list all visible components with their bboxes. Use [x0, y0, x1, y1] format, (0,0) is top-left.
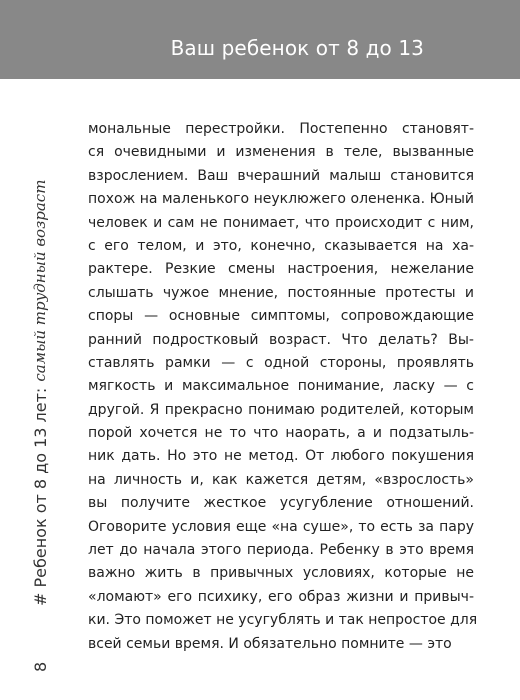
- text-line: на личность и, как кажется детям, «взрослость»: [88, 471, 474, 488]
- vertical-running-head: [28, 32, 52, 672]
- text-line: лет до начала этого периода. Ребенку в это время: [88, 542, 474, 559]
- text-line: важно жить в привычных условиях, которые не: [88, 565, 474, 582]
- text-line: всей семьи время. И обязательно помните — это: [88, 635, 452, 652]
- text-line: ся очевидными и изменения в теле, вызванные: [88, 144, 474, 161]
- page-number: 8: [30, 661, 50, 672]
- book-subtitle: самый трудный возраст: [31, 179, 49, 382]
- text-line: ки. Это поможет не усугублять и так непростое для: [88, 612, 478, 629]
- text-line: споры — основные симптомы, сопровождающие: [88, 308, 474, 325]
- page-header-band: [0, 0, 520, 79]
- text-line: похож на маленького неуклюжего олененка. Юный: [88, 191, 474, 208]
- text-line: порой хочется не то что наорать, а и подзатыль-: [88, 425, 474, 442]
- text-line: вы получите жесткое усугубление отношений.: [88, 495, 474, 512]
- text-line: Оговорите условия еще «на суше», то есть за пару: [88, 518, 474, 535]
- text-line: ник дать. Но это не метод. От любого покушения: [88, 448, 474, 465]
- running-header-title: Ваш ребенок от 8 до 13: [170, 36, 424, 60]
- text-line: взрослением. Ваш вчерашний малыш становится: [88, 167, 474, 184]
- text-line: ставлять рамки — с одной стороны, проявлять: [88, 354, 474, 371]
- text-line: ранний подростковый возраст. Что делать? Вы-: [88, 331, 474, 348]
- text-line: слышать чужое мнение, постоянные протесты и: [88, 284, 474, 301]
- text-line: рактере. Резкие смены настроения, нежелание: [88, 261, 474, 278]
- body-text: [88, 118, 478, 656]
- text-line: мональные перестройки. Постепенно становят-: [88, 121, 474, 137]
- text-line: другой. Я прекрасно понимаю родителей, которым: [88, 401, 474, 418]
- text-line: с его телом, и это, конечно, сказывается на ха-: [88, 237, 474, 254]
- text-line: мягкость и максимальное понимание, ласку — с: [88, 378, 474, 395]
- text-line: «ломают» его психику, его образ жизни и привыч-: [88, 588, 474, 605]
- text-line: человек и сам не понимает, что происходит с ним,: [88, 214, 474, 231]
- book-title: # Ребенок от 8 до 13 лет:: [30, 387, 50, 606]
